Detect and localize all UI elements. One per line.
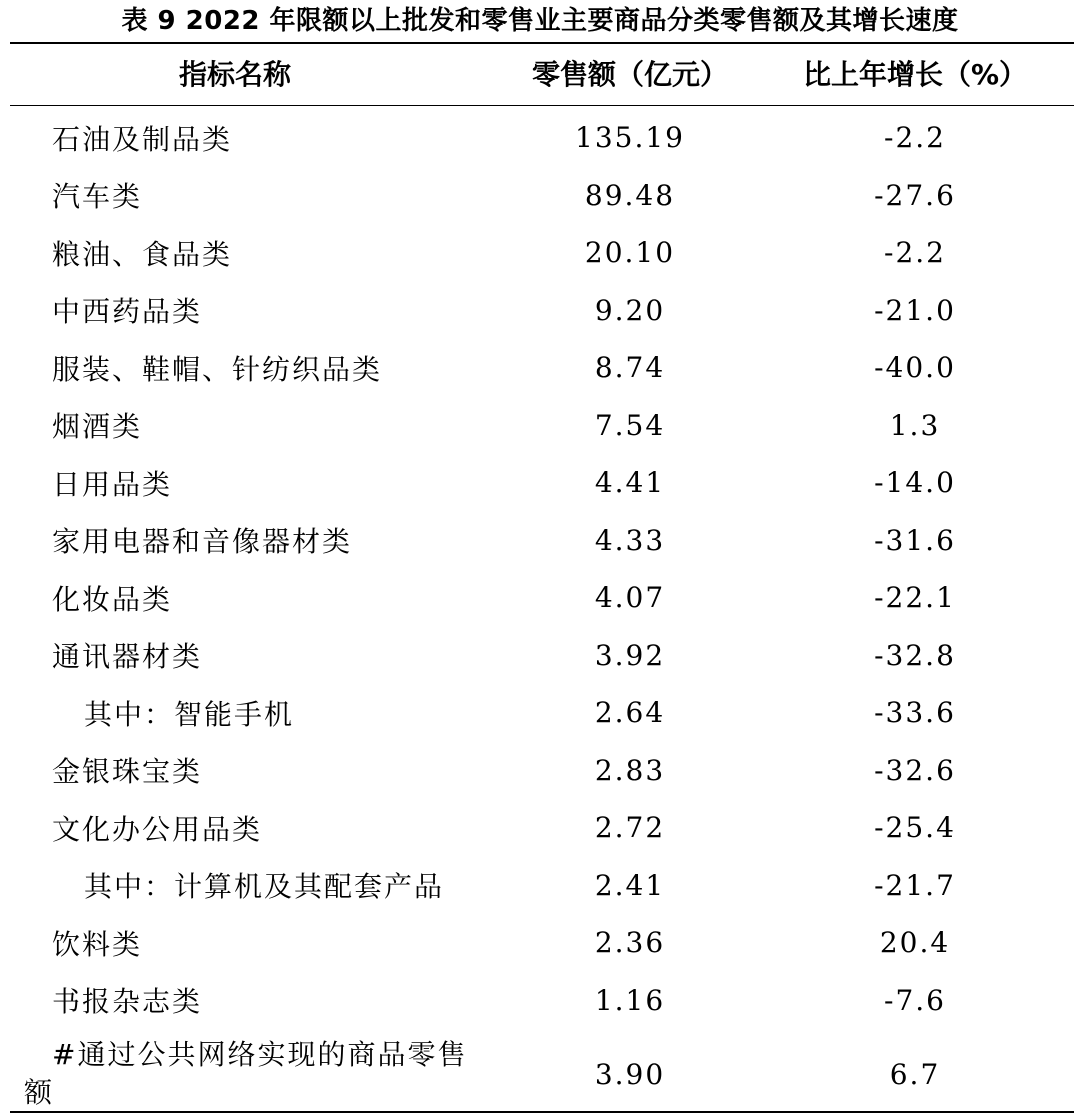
row-name: 化妆品类 xyxy=(52,582,173,616)
header-retail-sales: 零售额（亿元） xyxy=(531,58,728,91)
row-growth: 1.3 xyxy=(889,408,941,442)
row-name: 书报杂志类 xyxy=(52,985,203,1019)
row-growth: -14.0 xyxy=(874,466,956,500)
row-name: 服装、鞋帽、针纺织品类 xyxy=(52,352,383,386)
row-value: 3.92 xyxy=(594,638,666,672)
row-growth: -21.0 xyxy=(874,293,956,327)
row-growth: -2.2 xyxy=(884,236,946,270)
table-row xyxy=(0,972,1080,1030)
row-growth: -40.0 xyxy=(874,351,956,385)
table-row xyxy=(0,857,1080,915)
table-row xyxy=(0,742,1080,800)
header-growth-rate: 比上年增长（%） xyxy=(802,58,1028,91)
row-growth: 20.4 xyxy=(879,926,951,960)
table-row xyxy=(0,282,1080,340)
row-name: 烟酒类 xyxy=(52,410,143,444)
row-name: 家用电器和音像器材类 xyxy=(52,525,353,559)
header-rule xyxy=(10,105,1074,106)
row-value: 8.74 xyxy=(594,351,666,385)
row-name: 汽车类 xyxy=(52,180,143,214)
table-row xyxy=(0,454,1080,512)
row-value: 4.41 xyxy=(594,466,666,500)
row-value: 2.41 xyxy=(594,868,666,902)
row-value: 2.72 xyxy=(594,811,666,845)
row-name: 日用品类 xyxy=(52,467,173,501)
row-value: 7.54 xyxy=(594,408,666,442)
row-name: 金银珠宝类 xyxy=(52,755,203,789)
table-row xyxy=(0,397,1080,455)
last-row-growth: 6.7 xyxy=(889,1058,941,1092)
row-name: 石油及制品类 xyxy=(52,122,233,156)
row-value: 1.16 xyxy=(594,983,666,1017)
row-growth: -33.6 xyxy=(874,696,956,730)
table-row xyxy=(0,627,1080,685)
row-value: 135.19 xyxy=(575,121,685,155)
row-growth: -7.6 xyxy=(884,983,946,1017)
row-value: 2.36 xyxy=(594,926,666,960)
table-row xyxy=(0,167,1080,225)
row-name: 中西药品类 xyxy=(52,295,203,329)
row-value: 9.20 xyxy=(594,293,666,327)
row-growth: -32.6 xyxy=(874,753,956,787)
row-value: 4.33 xyxy=(594,523,666,557)
row-value: 20.10 xyxy=(584,236,676,270)
row-name: 其中：计算机及其配套产品 xyxy=(84,870,445,904)
table-row xyxy=(0,109,1080,167)
last-row-value: 3.90 xyxy=(594,1058,666,1092)
table-row xyxy=(0,799,1080,857)
row-value: 89.48 xyxy=(584,178,676,212)
row-value: 2.64 xyxy=(594,696,666,730)
row-growth: -25.4 xyxy=(874,811,956,845)
row-value: 4.07 xyxy=(594,581,666,615)
row-value: 2.83 xyxy=(594,753,666,787)
row-name: 通讯器材类 xyxy=(52,640,203,674)
row-growth: -2.2 xyxy=(884,121,946,155)
row-growth: -31.6 xyxy=(874,523,956,557)
row-growth: -27.6 xyxy=(874,178,956,212)
row-name: 饮料类 xyxy=(52,927,143,961)
table-row xyxy=(0,684,1080,742)
last-row-name-line2: 额 xyxy=(24,1076,55,1109)
table-row xyxy=(0,914,1080,972)
table-title: 表 9 2022 年限额以上批发和零售业主要商品分类零售额及其增长速度 xyxy=(121,6,959,36)
row-name: 粮油、食品类 xyxy=(52,237,233,271)
header-indicator-name: 指标名称 xyxy=(178,58,291,91)
row-growth: -22.1 xyxy=(874,581,956,615)
table-row xyxy=(0,339,1080,397)
top-rule xyxy=(10,42,1074,44)
row-name: 文化办公用品类 xyxy=(52,812,263,846)
table-row-last xyxy=(0,1046,1080,1104)
table-row xyxy=(0,512,1080,570)
bottom-rule xyxy=(10,1111,1074,1113)
table-row xyxy=(0,224,1080,282)
row-growth: -32.8 xyxy=(874,638,956,672)
last-row-name-line1: #通过公共网络实现的商品零售 xyxy=(52,1038,468,1071)
table-row xyxy=(0,569,1080,627)
row-name: 其中：智能手机 xyxy=(84,697,295,731)
row-growth: -21.7 xyxy=(874,868,956,902)
